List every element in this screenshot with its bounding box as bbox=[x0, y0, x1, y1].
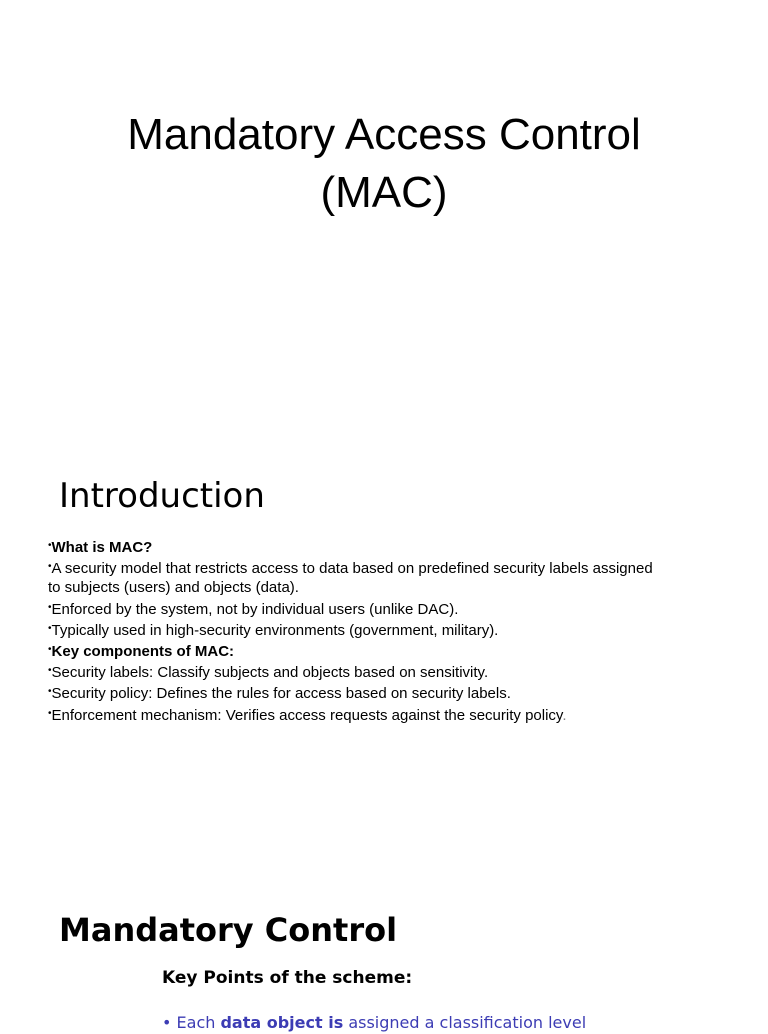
bullet-item bbox=[48, 661, 668, 682]
bullet-item bbox=[48, 640, 668, 661]
classification-bullet-prefix: • Each bbox=[162, 1013, 221, 1032]
bullet-text: Enforcement mechanism: Verifies access requests against the security policy bbox=[51, 706, 563, 724]
classification-bullet-rest: assigned a classification level bbox=[343, 1013, 587, 1032]
bullet-item bbox=[48, 682, 668, 703]
classification-bullet-emphasis: data object is bbox=[220, 1013, 344, 1032]
bullet-text: Security labels: Classify subjects and objects based on sensitivity. bbox=[51, 664, 489, 682]
bullet-dot: • bbox=[48, 601, 52, 613]
classification-bullet bbox=[162, 1012, 586, 1034]
introduction-heading: Introduction bbox=[59, 476, 265, 516]
bullet-dot: • bbox=[48, 644, 52, 656]
bullet-item bbox=[48, 557, 668, 597]
bullet-dot: • bbox=[48, 622, 52, 634]
trailing-period: . bbox=[562, 706, 567, 724]
bullet-item bbox=[48, 598, 668, 619]
slide-title-line-2: (MAC) bbox=[320, 168, 448, 217]
bullet-text: Security policy: Defines the rules for access based on security labels. bbox=[51, 685, 511, 703]
bullet-text: Typically used in high-security environments (government, military). bbox=[51, 621, 499, 639]
mandatory-control-heading: Mandatory Control bbox=[59, 911, 398, 949]
bullet-text: Enforced by the system, not by individual users (unlike DAC). bbox=[51, 600, 459, 618]
key-points-subheading: Key Points of the scheme: bbox=[162, 968, 413, 988]
bullet-text: What is MAC? bbox=[51, 539, 153, 556]
bullet-dot: • bbox=[48, 707, 52, 719]
bullet-item bbox=[48, 704, 668, 725]
bullet-dot: • bbox=[48, 665, 52, 677]
bullet-dot: • bbox=[48, 540, 52, 551]
bullet-dot: • bbox=[48, 561, 52, 573]
bullet-text: A security model that restricts access to data based on predefined security labels assigned to subjects (users) and objects (data). bbox=[48, 560, 653, 597]
introduction-bullet-list bbox=[48, 536, 668, 725]
bullet-dot: • bbox=[48, 686, 52, 698]
bullet-text: Key components of MAC: bbox=[51, 643, 235, 661]
slide-title-line-1: Mandatory Access Control bbox=[127, 110, 641, 159]
bullet-item bbox=[48, 536, 668, 557]
slide-title bbox=[60, 106, 708, 222]
bullet-item bbox=[48, 619, 668, 640]
